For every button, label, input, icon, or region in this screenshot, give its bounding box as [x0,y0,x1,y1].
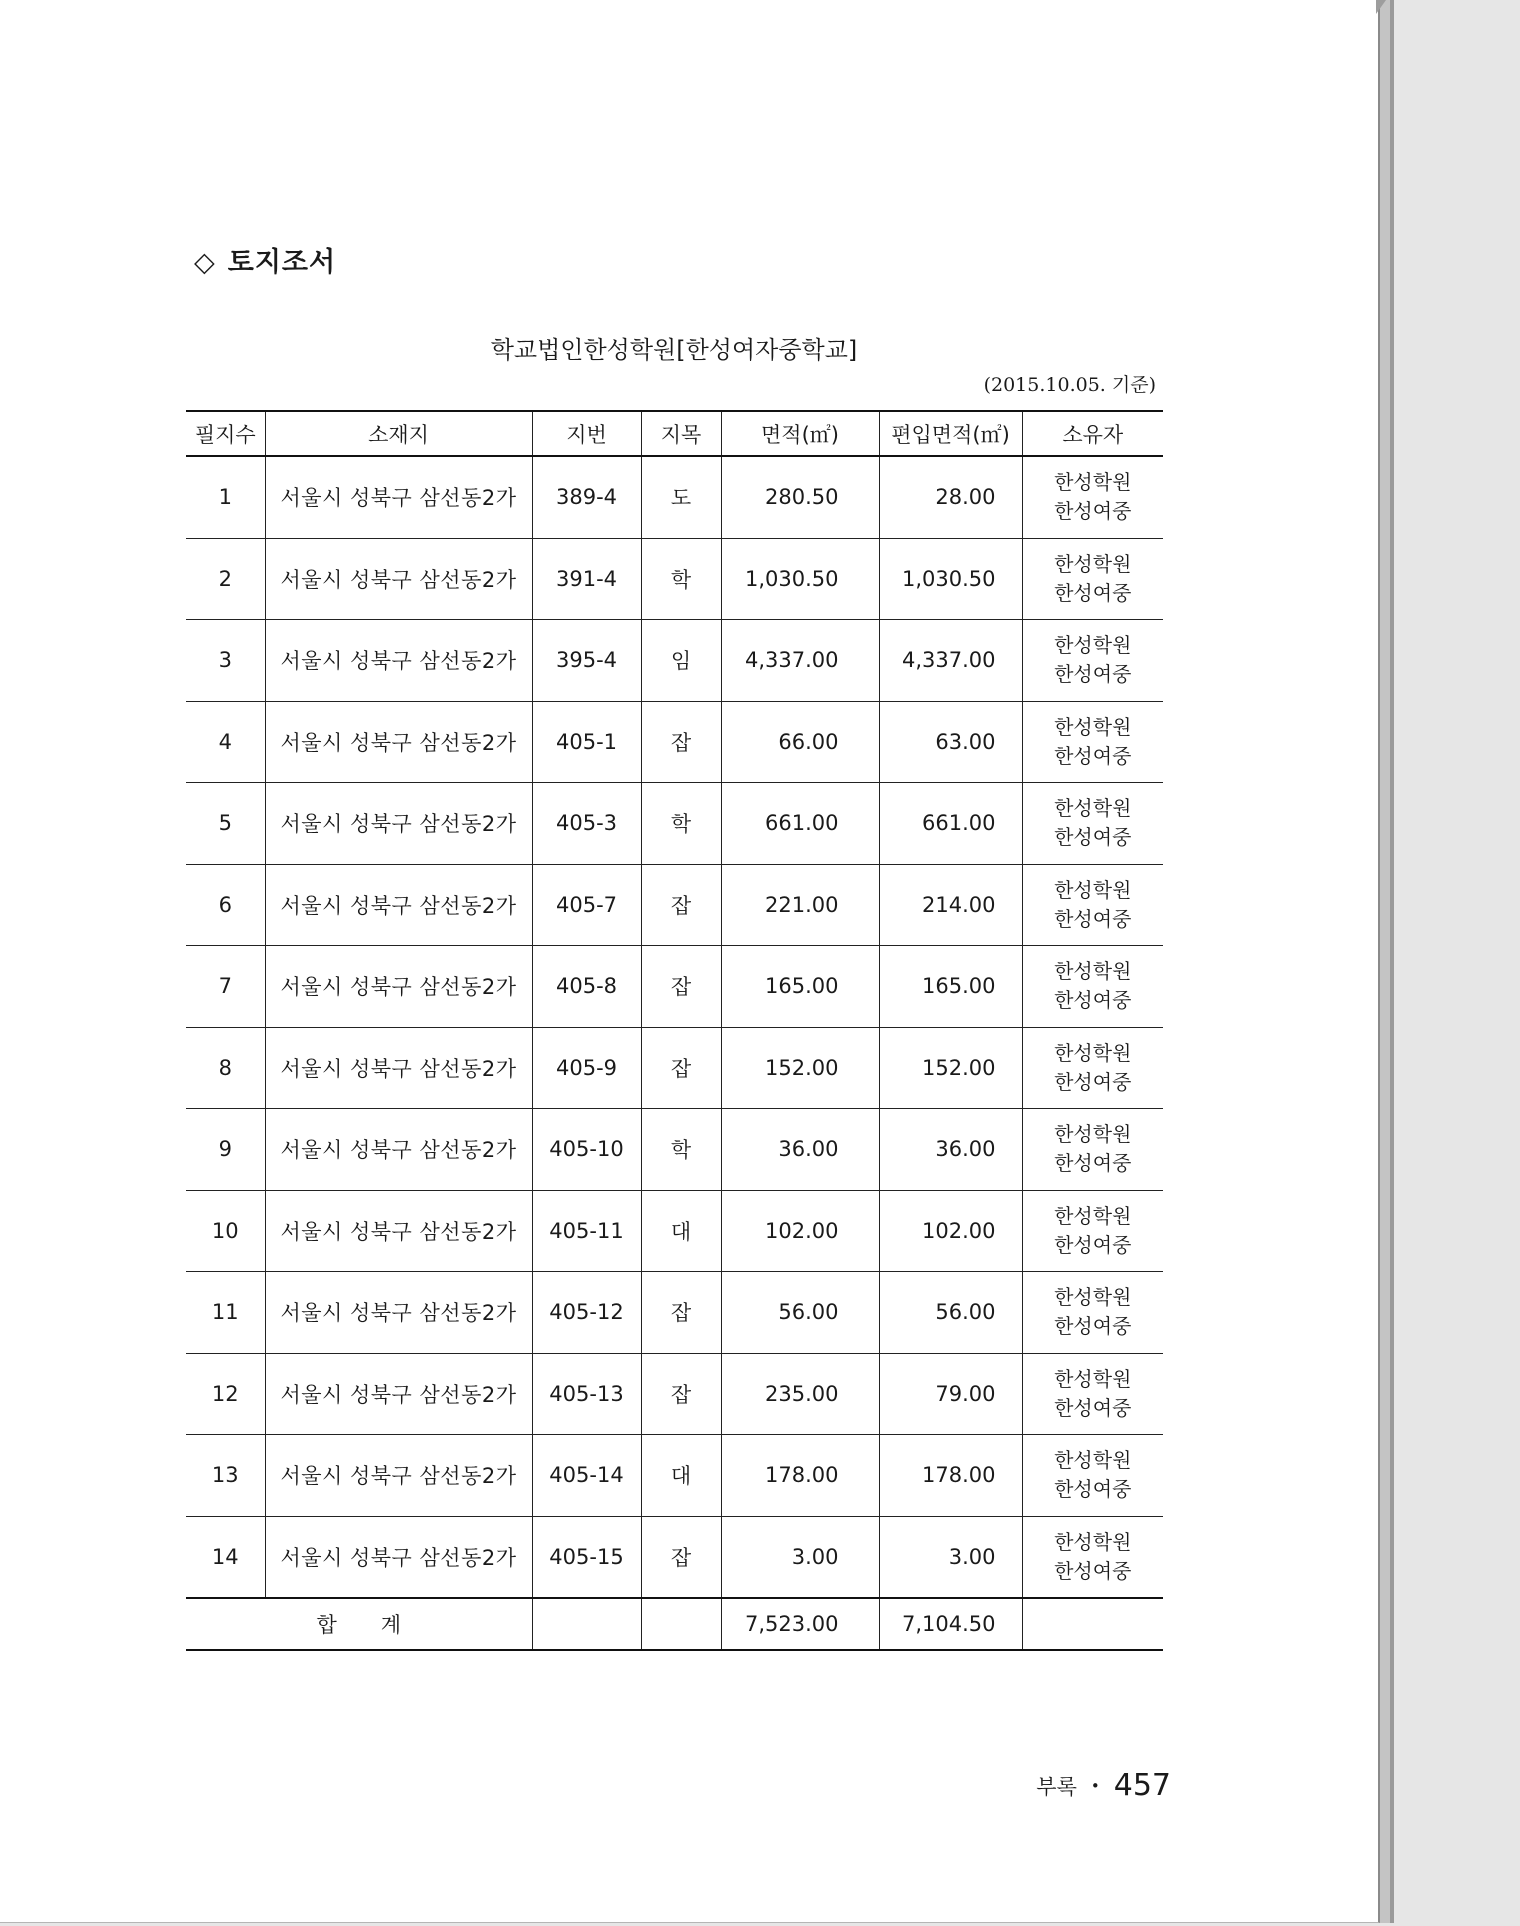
table-row [186,783,1163,865]
lot-number-cell: 395-4 [532,620,641,702]
lot-count-cell: 8 [186,1027,265,1109]
owner-cell [1022,538,1163,620]
owner-line-1: 한성학원 [1054,796,1132,821]
location-cell: 서울시 성북구 삼선동2가 [265,1109,532,1191]
owner-line-2: 한성여중 [1054,1314,1132,1339]
included-area-cell: 4,337.00 [879,620,1022,702]
owner-line-1: 한성학원 [1054,714,1132,739]
lot-count-cell: 2 [186,538,265,620]
land-category-cell: 잡 [641,946,721,1028]
land-category-cell: 잡 [641,1353,721,1435]
land-table [186,410,1163,1651]
land-category-cell: 잡 [641,1516,721,1598]
location-cell: 서울시 성북구 삼선동2가 [265,456,532,538]
owner-line-1: 한성학원 [1054,877,1132,902]
included-area-cell: 102.00 [879,1190,1022,1272]
land-category-cell: 잡 [641,1027,721,1109]
lot-count-cell: 13 [186,1435,265,1517]
lot-number-cell: 389-4 [532,456,641,538]
area-cell: 221.00 [721,864,879,946]
owner-cell [1022,864,1163,946]
lot-count-cell: 7 [186,946,265,1028]
table-row [186,1027,1163,1109]
header-area: 면적(㎡) [721,411,879,456]
section-title-text: 토지조서 [227,247,337,278]
location-cell: 서울시 성북구 삼선동2가 [265,538,532,620]
lot-number-cell: 405-15 [532,1516,641,1598]
area-cell: 165.00 [721,946,879,1028]
owner-cell [1022,1109,1163,1191]
lot-count-cell: 9 [186,1109,265,1191]
total-cat-empty [641,1598,721,1650]
owner-line-1: 한성학원 [1054,1529,1132,1554]
owner-cell [1022,1272,1163,1354]
lot-number-cell: 405-10 [532,1109,641,1191]
diamond-icon: ◇ [194,247,216,278]
lot-number-cell: 405-7 [532,864,641,946]
total-label: 합계 [186,1598,532,1650]
area-cell: 3.00 [721,1516,879,1598]
owner-line-1: 한성학원 [1054,1122,1132,1147]
location-cell: 서울시 성북구 삼선동2가 [265,1272,532,1354]
owner-line-1: 한성학원 [1054,1285,1132,1310]
area-cell: 1,030.50 [721,538,879,620]
owner-cell [1022,946,1163,1028]
land-category-cell: 학 [641,1109,721,1191]
owner-line-2: 한성여중 [1054,988,1132,1013]
basis-date: (2015.10.05. 기준) [983,374,1156,396]
area-cell: 235.00 [721,1353,879,1435]
owner-line-2: 한성여중 [1054,1151,1132,1176]
area-cell: 4,337.00 [721,620,879,702]
lot-number-cell: 405-13 [532,1353,641,1435]
location-cell: 서울시 성북구 삼선동2가 [265,620,532,702]
lot-number-cell: 405-3 [532,783,641,865]
bullet-icon: • [1090,1776,1100,1795]
header-lot-count: 필지수 [186,411,265,456]
lot-count-cell: 12 [186,1353,265,1435]
owner-line-2: 한성여중 [1054,1558,1132,1583]
included-area-cell: 214.00 [879,864,1022,946]
table-row [186,538,1163,620]
location-cell: 서울시 성북구 삼선동2가 [265,783,532,865]
area-cell: 178.00 [721,1435,879,1517]
owner-line-2: 한성여중 [1054,1069,1132,1094]
owner-line-2: 한성여중 [1054,1232,1132,1257]
owner-cell [1022,1516,1163,1598]
included-area-cell: 36.00 [879,1109,1022,1191]
owner-line-2: 한성여중 [1054,1395,1132,1420]
owner-line-2: 한성여중 [1054,906,1132,931]
header-included-area: 편입면적(㎡) [879,411,1022,456]
table-row [186,1353,1163,1435]
lot-number-cell: 405-12 [532,1272,641,1354]
included-area-cell: 63.00 [879,701,1022,783]
header-lot-number: 지번 [532,411,641,456]
total-lot-empty [532,1598,641,1650]
owner-cell [1022,1435,1163,1517]
area-cell: 152.00 [721,1027,879,1109]
area-cell: 36.00 [721,1109,879,1191]
included-area-cell: 79.00 [879,1353,1022,1435]
table-row [186,456,1163,538]
footer-label: 부록 [1036,1774,1077,1799]
included-area-cell: 56.00 [879,1272,1022,1354]
area-cell: 66.00 [721,701,879,783]
table-row [186,1109,1163,1191]
table-row [186,1272,1163,1354]
total-included-area: 7,104.50 [879,1598,1022,1650]
owner-cell [1022,620,1163,702]
owner-line-1: 한성학원 [1054,633,1132,658]
land-category-cell: 임 [641,620,721,702]
lot-count-cell: 4 [186,701,265,783]
total-row [186,1598,1163,1650]
land-category-cell: 잡 [641,864,721,946]
table-row [186,1516,1163,1598]
table-title: 학교법인한성학원[한성여자중학교] [490,336,858,364]
header-location: 소재지 [265,411,532,456]
included-area-cell: 661.00 [879,783,1022,865]
included-area-cell: 1,030.50 [879,538,1022,620]
owner-line-1: 한성학원 [1054,1366,1132,1391]
owner-line-2: 한성여중 [1054,1477,1132,1502]
lot-number-cell: 405-9 [532,1027,641,1109]
area-cell: 280.50 [721,456,879,538]
owner-cell [1022,783,1163,865]
area-cell: 102.00 [721,1190,879,1272]
location-cell: 서울시 성북구 삼선동2가 [265,1435,532,1517]
owner-line-2: 한성여중 [1054,743,1132,768]
total-area: 7,523.00 [721,1598,879,1650]
page-fold [1376,0,1386,14]
land-category-cell: 학 [641,538,721,620]
lot-number-cell: 405-8 [532,946,641,1028]
included-area-cell: 165.00 [879,946,1022,1028]
owner-line-1: 한성학원 [1054,551,1132,576]
included-area-cell: 3.00 [879,1516,1022,1598]
header-land-category: 지목 [641,411,721,456]
lot-count-cell: 5 [186,783,265,865]
lot-number-cell: 405-14 [532,1435,641,1517]
owner-cell [1022,456,1163,538]
table-row [186,701,1163,783]
table-row [186,1435,1163,1517]
lot-count-cell: 6 [186,864,265,946]
page-number: 457 [1113,1768,1171,1803]
owner-line-2: 한성여중 [1054,499,1132,524]
area-cell: 661.00 [721,783,879,865]
area-cell: 56.00 [721,1272,879,1354]
location-cell: 서울시 성북구 삼선동2가 [265,1027,532,1109]
location-cell: 서울시 성북구 삼선동2가 [265,1190,532,1272]
owner-line-2: 한성여중 [1054,662,1132,687]
included-area-cell: 28.00 [879,456,1022,538]
header-owner: 소유자 [1022,411,1163,456]
lot-number-cell: 405-11 [532,1190,641,1272]
table-row [186,620,1163,702]
included-area-cell: 152.00 [879,1027,1022,1109]
location-cell: 서울시 성북구 삼선동2가 [265,1353,532,1435]
location-cell: 서울시 성북구 삼선동2가 [265,1516,532,1598]
page-footer [1036,1768,1171,1803]
land-category-cell: 도 [641,456,721,538]
lot-count-cell: 1 [186,456,265,538]
table-row [186,946,1163,1028]
land-category-cell: 잡 [641,1272,721,1354]
table-row [186,1190,1163,1272]
owner-line-1: 한성학원 [1054,959,1132,984]
owner-line-1: 한성학원 [1054,1203,1132,1228]
land-category-cell: 대 [641,1190,721,1272]
lot-number-cell: 405-1 [532,701,641,783]
location-cell: 서울시 성북구 삼선동2가 [265,864,532,946]
owner-line-1: 한성학원 [1054,1040,1132,1065]
lot-count-cell: 11 [186,1272,265,1354]
included-area-cell: 178.00 [879,1435,1022,1517]
owner-cell [1022,1353,1163,1435]
owner-line-2: 한성여중 [1054,825,1132,850]
lot-count-cell: 14 [186,1516,265,1598]
land-category-cell: 잡 [641,701,721,783]
total-owner-empty [1022,1598,1163,1650]
owner-cell [1022,1027,1163,1109]
location-cell: 서울시 성북구 삼선동2가 [265,701,532,783]
table-header-row [186,411,1163,456]
table-row [186,864,1163,946]
owner-line-1: 한성학원 [1054,1448,1132,1473]
land-category-cell: 대 [641,1435,721,1517]
location-cell: 서울시 성북구 삼선동2가 [265,946,532,1028]
owner-cell [1022,1190,1163,1272]
lot-number-cell: 391-4 [532,538,641,620]
owner-line-2: 한성여중 [1054,580,1132,605]
land-category-cell: 학 [641,783,721,865]
lot-count-cell: 10 [186,1190,265,1272]
owner-line-1: 한성학원 [1054,470,1132,495]
owner-cell [1022,701,1163,783]
lot-count-cell: 3 [186,620,265,702]
section-title [194,240,336,279]
